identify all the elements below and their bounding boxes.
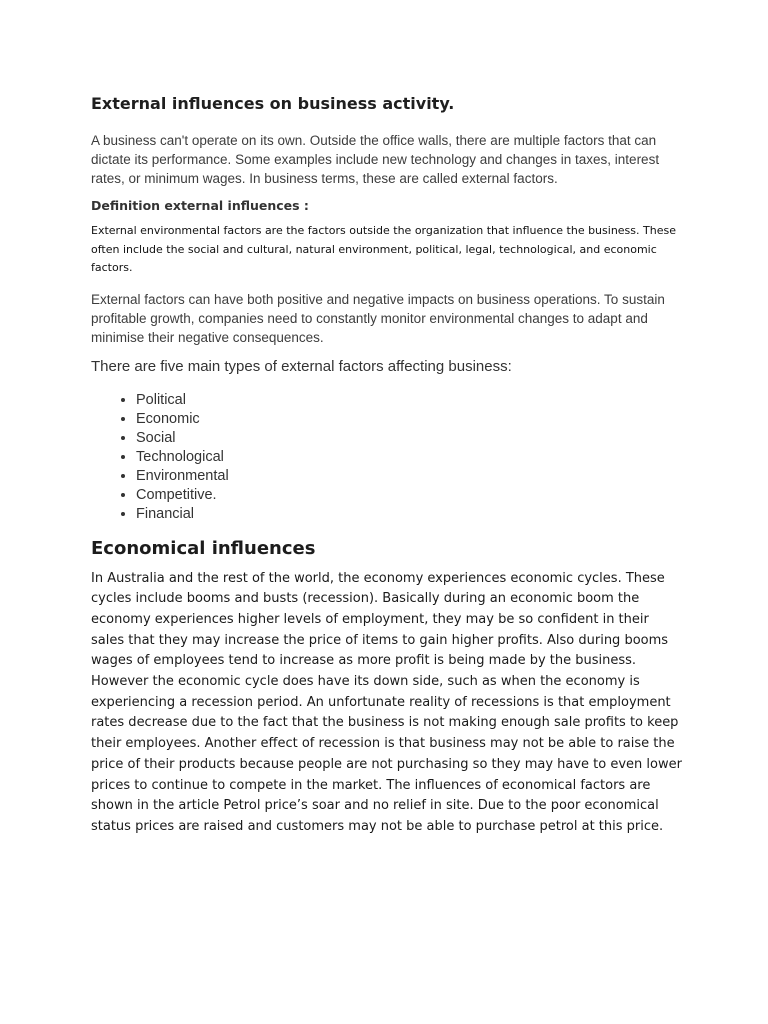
list-item: • Social xyxy=(136,429,691,448)
intro-paragraph: A business can't operate on its own. Outside the office walls, there are multiple factors that can dictate its performance. Some examples include new technology and changes in taxes, interest rates, or minimum wages. In business terms, these are called external factors. xyxy=(91,133,660,186)
list-item: • Environmental xyxy=(136,467,691,486)
definition-paragraph: External environmental factors are the factors outside the organization that influence the business. These often include the social and cultural, natural environment, political, legal, technological, and economic factors. xyxy=(91,224,676,274)
list-item: • Technological xyxy=(136,448,691,467)
list-item: • Political xyxy=(136,391,691,410)
list-item: • Financial xyxy=(136,505,691,524)
factors-list xyxy=(91,391,691,524)
list-item: • Competitive. xyxy=(136,486,691,505)
definition-heading: Definition external influences : xyxy=(91,198,309,213)
economical-heading: Economical influences xyxy=(91,537,316,559)
economical-paragraph: In Australia and the rest of the world, the economy experiences economic cycles. These cycles include booms and busts (recession). Basically during an economic boom the economy experiences higher levels of employment, they may be so confident in their sales that they may increase the price of items to gain higher profits. Also during booms wages of employees tend to increase as more profit is being made by the business. However the economic cycle does have its down side, such as when the economy is experiencing a recession period. An unfortunate reality of recessions is that employment rates decrease due to the fact that the business is not making enough sale profits to keep their employees. Another effect of recession is that business may not be able to raise the price of their products because people are not purchasing so they may have to even lower prices to continue to compete in the market. The influences of economical factors are shown in the article Petrol price’s soar and no relief in site. Due to the poor economical status prices are raised and customers may not be able to purchase petrol at this price. xyxy=(91,570,682,834)
document-title: External influences on business activity. xyxy=(91,94,455,113)
impact-paragraph: External factors can have both positive and negative impacts on business operations. To sustain profitable growth, companies need to constantly monitor environmental changes to adapt and minimise their negative consequences. xyxy=(91,291,665,345)
types-intro: There are five main types of external factors affecting business: xyxy=(91,357,512,375)
document-page xyxy=(91,94,691,838)
list-item: • Economic xyxy=(136,410,691,429)
